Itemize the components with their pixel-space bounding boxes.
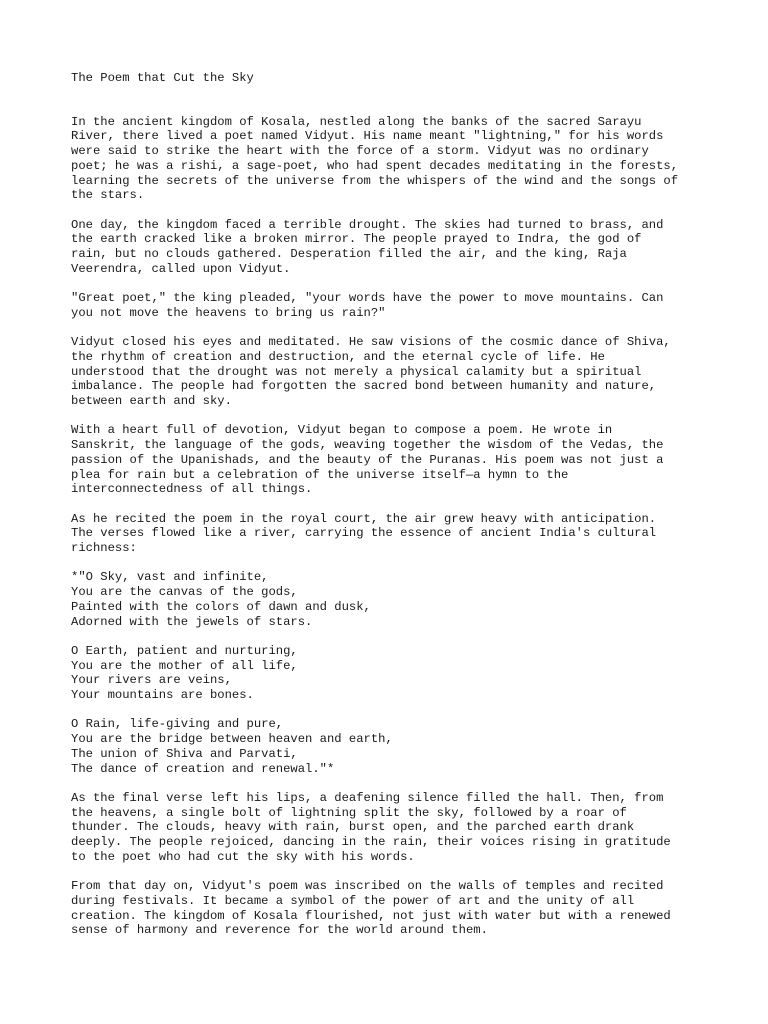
poem-stanza-rain: O Rain, life-giving and pure, You are the bridge between heaven and earth, The union of Shiva and Parvati, The dance of creation and renewal."* (71, 717, 393, 776)
paragraph-meditation: Vidyut closed his eyes and meditated. He saw visions of the cosmic dance of Shiva, the rhythm of creation and destruction, and the eternal cycle of life. He understood that the drought was not merely a physical calamity but a spiritual imbalance. The people had forgotten the sacred bond between humanity and nature, between earth and sky. (71, 335, 671, 409)
paragraph-king-plea: "Great poet," the king pleaded, "your words have the power to move mountains. Can you not move the heavens to bring us rain?" (71, 291, 664, 320)
paragraph-drought: One day, the kingdom faced a terrible drought. The skies had turned to brass, and the earth cracked like a broken mirror. The people prayed to Indra, the god of rain, but no clouds gathered. Desperation filled the air, and the king, Raja Veerendra, called upon Vidyut. (71, 217, 664, 276)
poem-stanza-earth: O Earth, patient and nurturing, You are the mother of all life, Your rivers are veins, Your mountains are bones. (71, 643, 298, 703)
document-title: The Poem that Cut the Sky (71, 71, 254, 85)
paragraph-legacy: From that day on, Vidyut's poem was inscribed on the walls of temples and recited during festivals. It became a symbol of the power of art and the unity of all creation. The kingdom of Kosala flourished, not just with water but with a renewed sense of harmony and reverence for the world around them. (71, 879, 671, 938)
paragraph-composition: With a heart full of devotion, Vidyut began to compose a poem. He wrote in Sanskrit, the language of the gods, weaving together the wisdom of the Vedas, the passion of the Upanishads, and the beauty of the Puranas. His poem was not just a plea for rain but a celebration of the universe itself—a hymn to the interconnectedness of all things. (71, 423, 664, 497)
poem-stanza-sky: *"O Sky, vast and infinite, You are the canvas of the gods, Painted with the colors of dawn and dusk, Adorned with the jewels of stars. (71, 570, 371, 629)
paragraph-recital: As he recited the poem in the royal court, the air grew heavy with anticipation. The verses flowed like a river, carrying the essence of ancient India's cultural richness: (71, 511, 657, 556)
paragraph-lightning: As the final verse left his lips, a deafening silence filled the hall. Then, from the heavens, a single bolt of lightning split the sky, followed by a roar of thunder. The clouds, heavy with rain, burst open, and the parched earth drank deeply. The people rejoiced, dancing in the rain, their voices rising in gratitude to the poet who had cut the sky with his words. (71, 790, 671, 864)
paragraph-intro: In the ancient kingdom of Kosala, nestled along the banks of the sacred Sarayu River, there lived a poet named Vidyut. His name meant "lightning," for his words were said to strike the heart with the force of a storm. Vidyut was no ordinary poet; he was a rishi, a sage-poet, who had spent decades meditating in the forests, learning the secrets of the universe from the whispers of the wind and the songs of the stars. (71, 114, 679, 203)
document-page (71, 71, 711, 953)
